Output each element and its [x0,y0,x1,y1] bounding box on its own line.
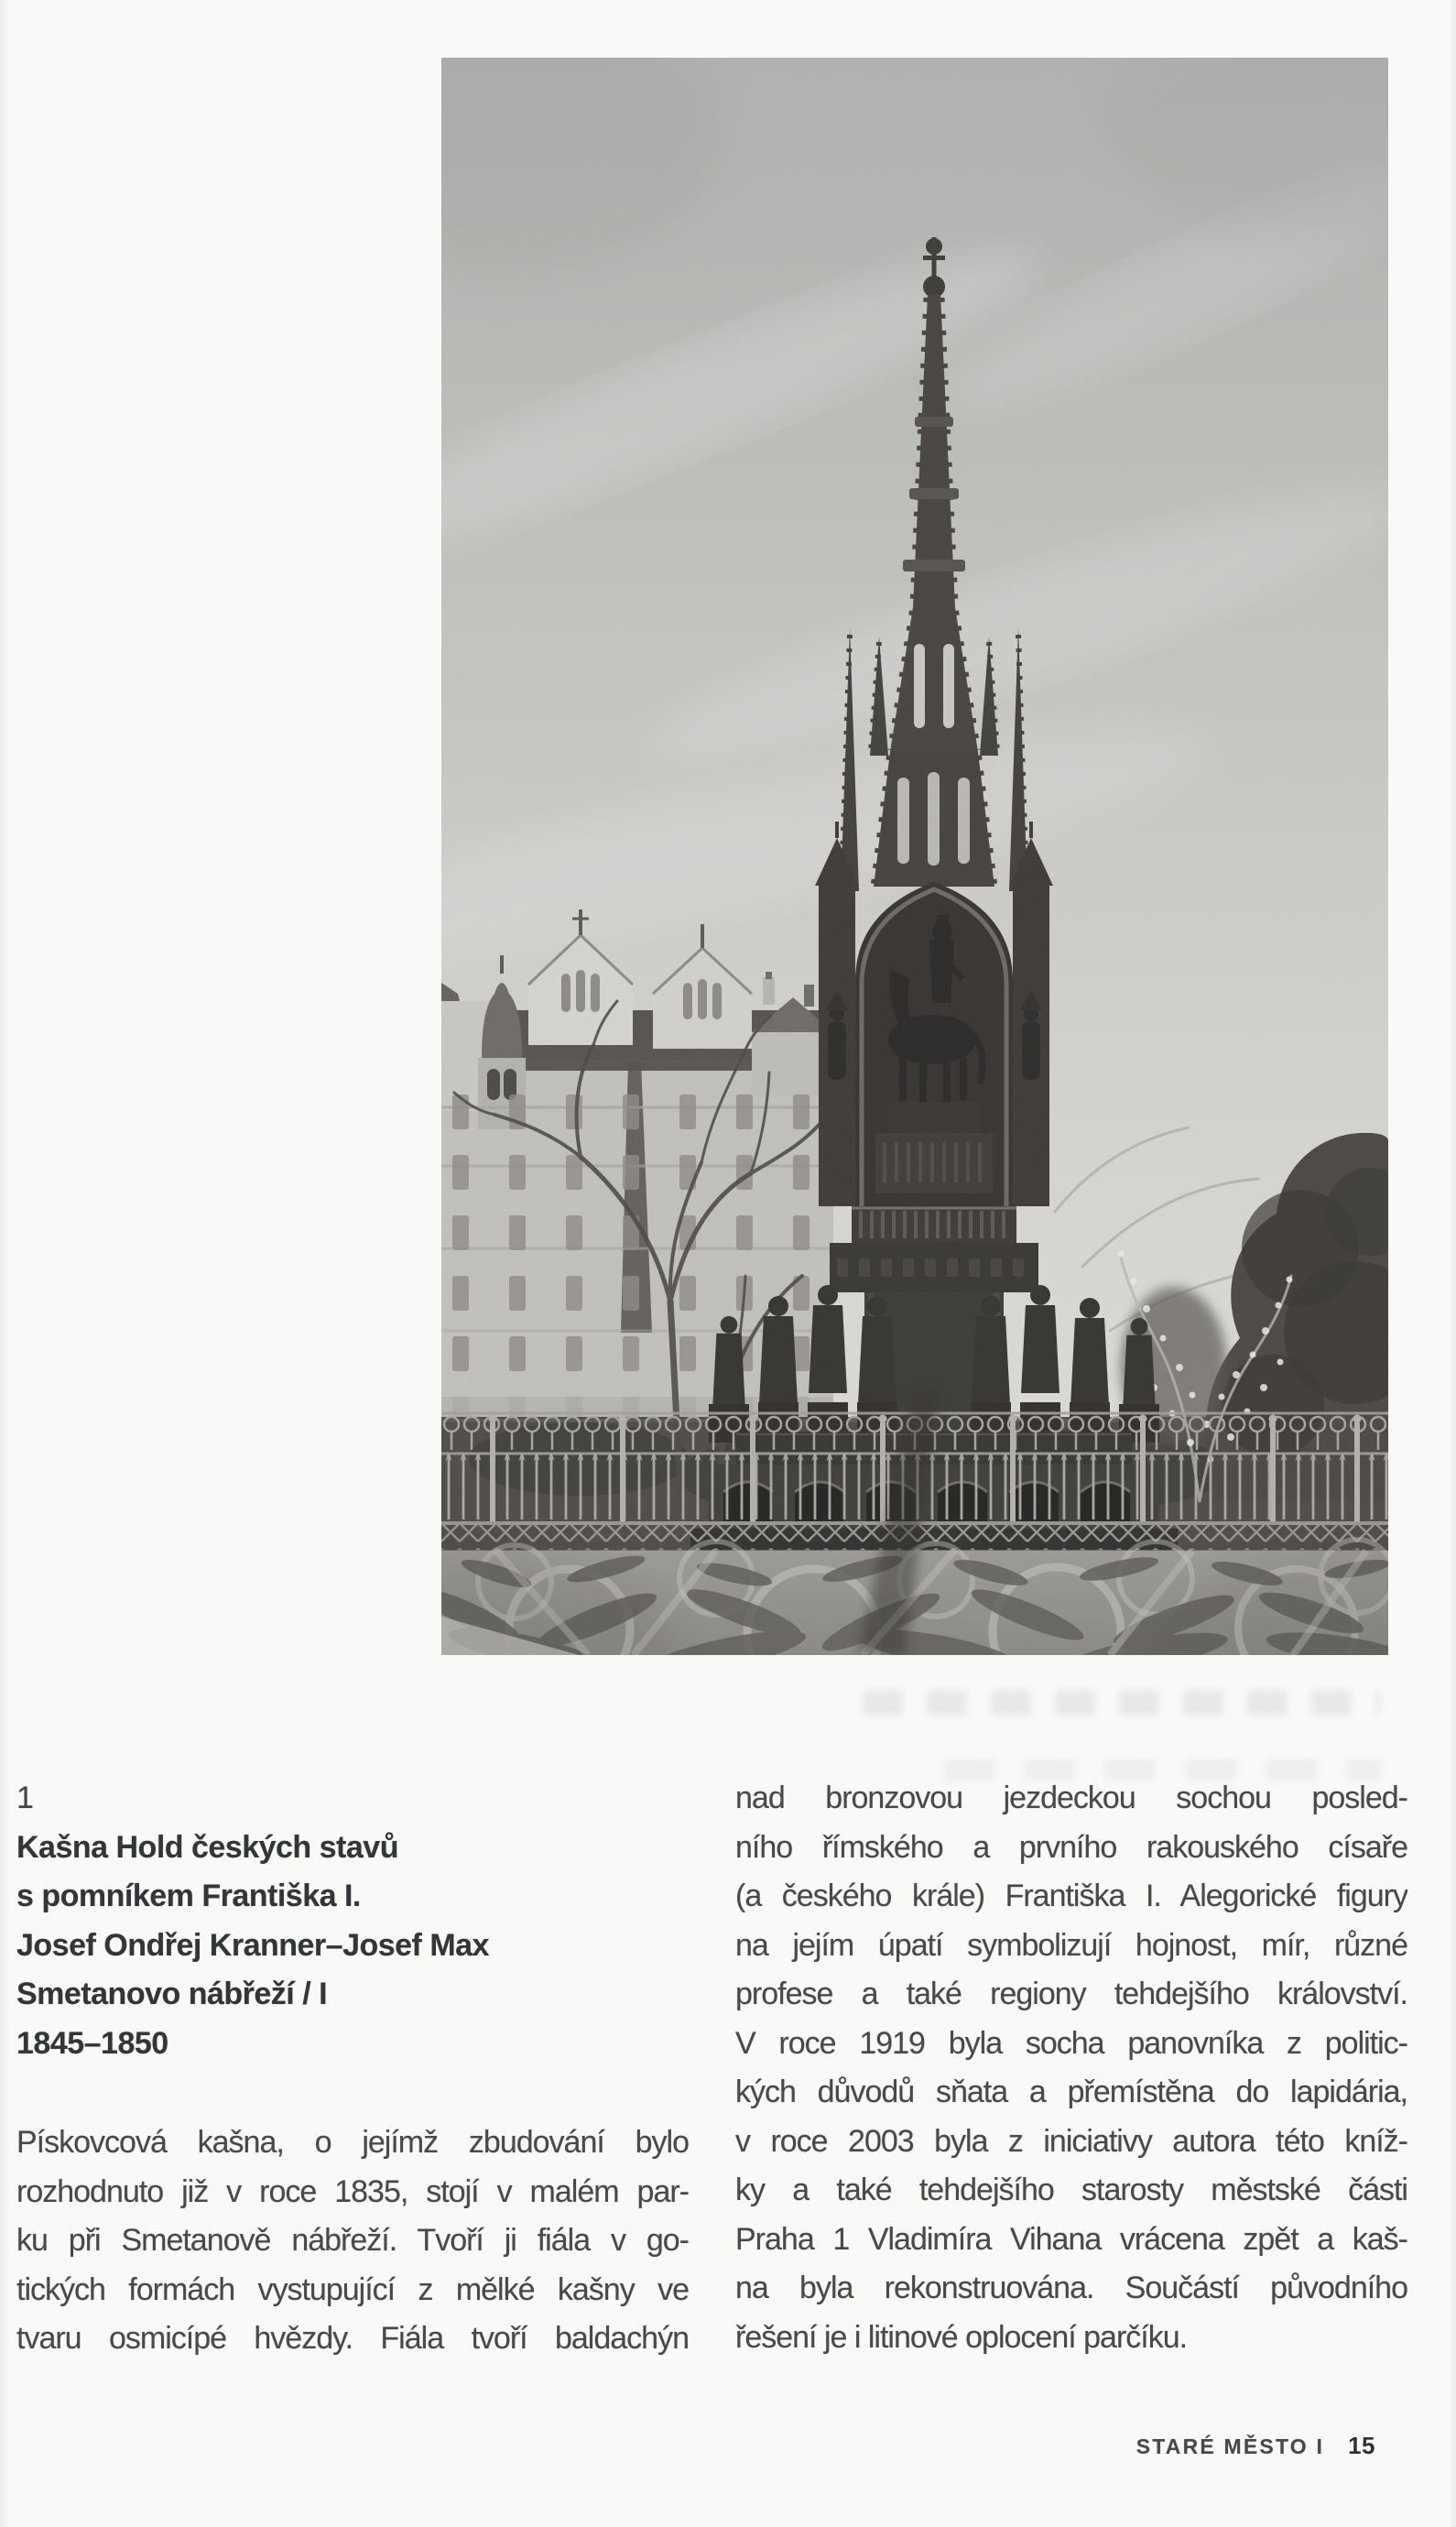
caption-title-lines [16,1830,689,2075]
text-line: Kašna Hold českých stavů [16,1829,398,1865]
text-line: tických formách vystupující z mělké kašny ve [16,2271,689,2307]
body-text-left [16,2125,689,2370]
left-column [16,1781,689,2370]
text-line: v roce 2003 byla z iniciativy autora této kníž- [735,2123,1407,2159]
text-line: nad bronzovou jezdeckou sochou posled- [735,1781,1407,1815]
text-line: Smetanovo nábřeží / I [16,1977,328,2011]
caption-block [16,1781,689,2075]
text-line: ky a také tehdejšího starosty městské části [735,2173,1407,2207]
text-line: (a českého krále) Františka I. Alegorické figury [735,1879,1407,1913]
body-text-right [735,1781,1407,2369]
text-line: 1845–1850 [16,2025,168,2061]
text-line: Pískovcová kašna, o jejímž zbudování bylo [16,2125,689,2160]
text-line: s pomníkem Františka I. [16,1879,361,1913]
show-through-artifact [863,1690,1381,1716]
text-line: na jejím úpatí symbolizují hojnost, mír, různé [735,1927,1407,1963]
section-label: STARÉ MĚSTO I [1135,2434,1325,2458]
page-edge-shading-right [1449,0,1456,2527]
text-line: na byla rekonstruována. Součástí původního [735,2271,1407,2305]
caption-number: 1 [16,1781,33,1815]
page-edge-shading-left [0,0,9,2527]
text-line: profese a také regiony tehdejšího království. [735,1977,1407,2011]
film-grain-overlay [441,58,1388,1655]
text-line: tvaru osmicípé hvězdy. Fiála tvoří baldachýn [16,2321,689,2356]
text-line: ku při Smetanově nábřeží. Tvoří ji fiála v go- [16,2223,689,2258]
text-line: V roce 1919 byla socha panovníka z politic- [735,2025,1407,2061]
show-through-artifact [943,1759,1381,1781]
text-line: kých důvodů sňata a přemístěna do lapidária, [735,2075,1407,2109]
text-line: řešení je i litinové oplocení parčíku. [735,2319,1188,2355]
monument-photo-illustration [441,58,1388,1655]
text-line: Praha 1 Vladimíra Vihana vrácena zpět a kaš- [735,2221,1407,2257]
monument-photograph [441,58,1388,1655]
page-number: 15 [1348,2432,1375,2459]
text-line: ního římského a prvního rakouského císaře [735,1829,1407,1865]
page-footer [1136,2429,1375,2467]
text-line: rozhodnuto již v roce 1835, stojí v malém par- [16,2173,689,2209]
text-line: Josef Ondřej Kranner–Josef Max [16,1927,489,1963]
right-column [735,1781,1407,2369]
